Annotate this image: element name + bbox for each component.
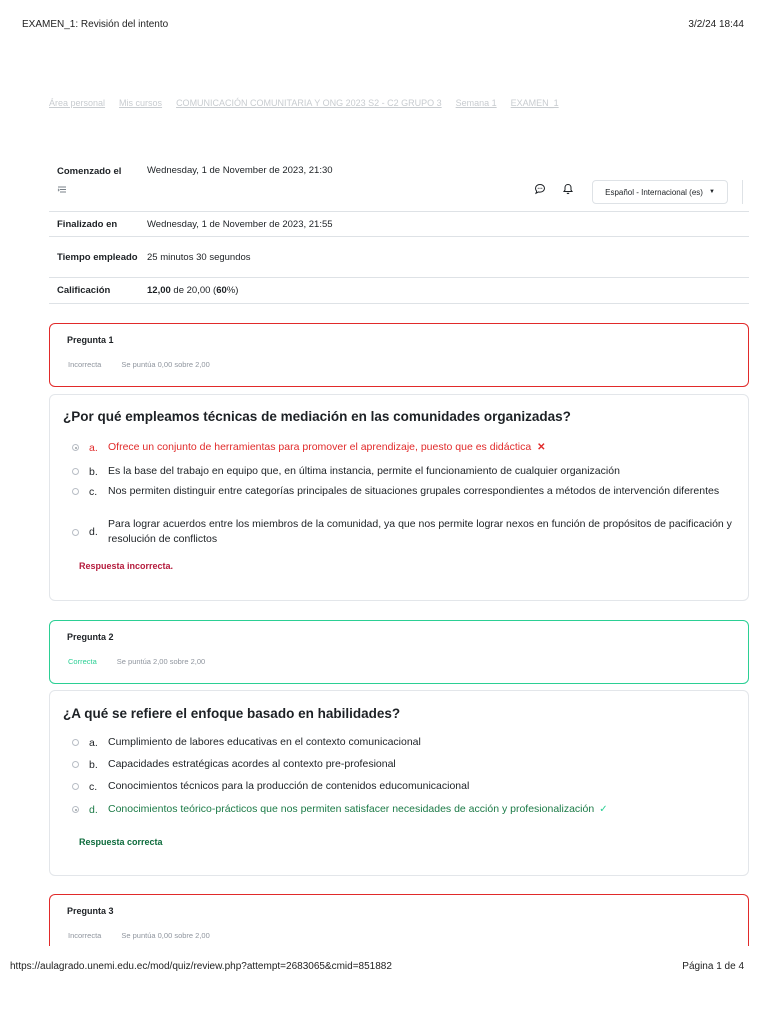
question-number: Pregunta 3 [67, 906, 114, 916]
answer-feedback: Respuesta incorrecta. [79, 561, 174, 571]
breadcrumb-item[interactable]: Área personal [49, 98, 106, 108]
answer-letter: b. [89, 465, 98, 478]
question-content-2 [49, 690, 749, 876]
print-url: https://aulagrado.unemi.edu.ec/mod/quiz/review.php?attempt=2683065&cmid=851882 [10, 961, 392, 972]
answer-option[interactable] [72, 517, 742, 547]
question-state: Incorrecta [68, 360, 102, 369]
radio-button[interactable] [72, 529, 79, 536]
answer-feedback: Respuesta correcta [79, 837, 163, 847]
answer-text: Es la base del trabajo en equipo que, en última instancia, permite el funcionamiento de cualquier organización [108, 465, 620, 477]
time-value: 25 minutos 30 segundos [147, 251, 251, 263]
question-grade: Se puntúa 2,00 sobre 2,00 [116, 657, 206, 666]
answer-option[interactable] [72, 464, 742, 479]
question-text: ¿A qué se refiere el enfoque basado en habilidades? [63, 706, 401, 721]
radio-button[interactable] [72, 783, 79, 790]
bell-icon[interactable] [562, 183, 574, 195]
summary-row-time [49, 237, 749, 278]
question-number: Pregunta 2 [67, 632, 114, 642]
answer-text: Para lograr acuerdos entre los miembros de la comunidad, ya que nos permite lograr nexos en función de propósitos de pacificación y resolución de conflictos [108, 518, 732, 545]
question-state: Correcta [68, 657, 97, 666]
breadcrumb-item[interactable]: Semana 1 [455, 98, 497, 108]
question-content-1 [49, 394, 749, 601]
started-label: Comenzado el [57, 166, 122, 177]
grade-score: 12,00 [147, 285, 171, 296]
question-info-3 [49, 894, 749, 946]
breadcrumb-item[interactable]: EXAMEN_1 [510, 98, 559, 108]
answer-letter: b. [89, 758, 98, 771]
print-datetime: 3/2/24 18:44 [688, 19, 744, 30]
radio-button[interactable] [72, 488, 79, 495]
answer-letter: d. [89, 526, 98, 538]
language-label: Español - Internacional (es) [605, 187, 703, 197]
radio-button[interactable] [72, 739, 79, 746]
answer-text: Conocimientos teórico-prácticos que nos permiten satisfacer necesidades de acción y profesionalización [108, 803, 595, 815]
language-select[interactable] [592, 180, 728, 204]
question-grade: Se puntúa 0,00 sobre 2,00 [121, 360, 210, 369]
check-icon: ✓ [599, 804, 608, 815]
user-menu-edge[interactable] [742, 180, 745, 204]
chat-icon[interactable] [534, 183, 546, 195]
finished-label: Finalizado en [57, 218, 118, 230]
grade-end: %) [226, 285, 239, 296]
question-text: ¿Por qué empleamos técnicas de mediación en las comunidades organizadas? [63, 409, 571, 424]
answer-letter: d. [89, 803, 98, 816]
answer-text: Ofrece un conjunto de herramientas para promover el aprendizaje, puesto que es didáctica [108, 441, 532, 453]
grade-label: Calificación [57, 285, 111, 296]
grade-percent: 60 [216, 285, 227, 296]
question-state: Incorrecta [68, 931, 102, 940]
navbar-icons [534, 183, 574, 195]
answer-letter: c. [89, 485, 98, 498]
finished-value: Wednesday, 1 de November de 2023, 21:55 [147, 218, 333, 230]
print-header [22, 19, 744, 30]
summary-row-grade [49, 278, 749, 304]
answer-text: Cumplimiento de labores educativas en el contexto comunicacional [108, 736, 421, 748]
time-label: Tiempo empleado [57, 251, 138, 263]
breadcrumb-item[interactable]: COMUNICACIÓN COMUNITARIA Y ONG 2023 S2 - C2 GRUPO 3 [176, 98, 442, 108]
answer-option[interactable] [72, 779, 742, 794]
answer-option[interactable] [72, 440, 742, 455]
question-number: Pregunta 1 [67, 335, 114, 345]
answer-text: Nos permiten distinguir entre categorías principales de situaciones grupales correspondientes a métodos de intervención diferentes [108, 485, 720, 497]
answer-letter: a. [89, 736, 98, 749]
answer-option[interactable] [72, 484, 742, 499]
radio-button[interactable] [72, 444, 79, 451]
breadcrumb-item[interactable]: Mis cursos [119, 98, 163, 108]
answer-letter: a. [89, 441, 98, 454]
question-info-1 [49, 323, 749, 387]
answer-option[interactable] [72, 757, 742, 772]
radio-button[interactable] [72, 761, 79, 768]
page-number: Página 1 de 4 [682, 961, 744, 972]
grade-of: de 20,00 ( [170, 285, 217, 296]
started-value: Wednesday, 1 de November de 2023, 21:30 [147, 165, 333, 176]
document-title: EXAMEN_1: Revisión del intento [22, 19, 169, 30]
answer-text: Capacidades estratégicas acordes al contexto pre-profesional [108, 758, 396, 770]
radio-button[interactable] [72, 806, 79, 813]
answer-letter: c. [89, 780, 98, 793]
radio-button[interactable] [72, 468, 79, 475]
breadcrumb [49, 98, 559, 108]
summary-row-finished [49, 212, 749, 237]
answer-option[interactable] [72, 735, 742, 750]
chevron-down-icon: ▼ [708, 189, 715, 195]
answer-option[interactable] [72, 802, 742, 817]
print-footer [10, 961, 744, 972]
question-grade: Se puntúa 0,00 sobre 2,00 [121, 931, 210, 940]
grade-value [147, 285, 238, 296]
answer-text: Conocimientos técnicos para la producción de contenidos educomunicacional [108, 780, 470, 792]
drawer-toggle-icon[interactable] [57, 185, 67, 195]
incorrect-icon: ✕ [537, 442, 546, 453]
question-info-2 [49, 620, 749, 684]
